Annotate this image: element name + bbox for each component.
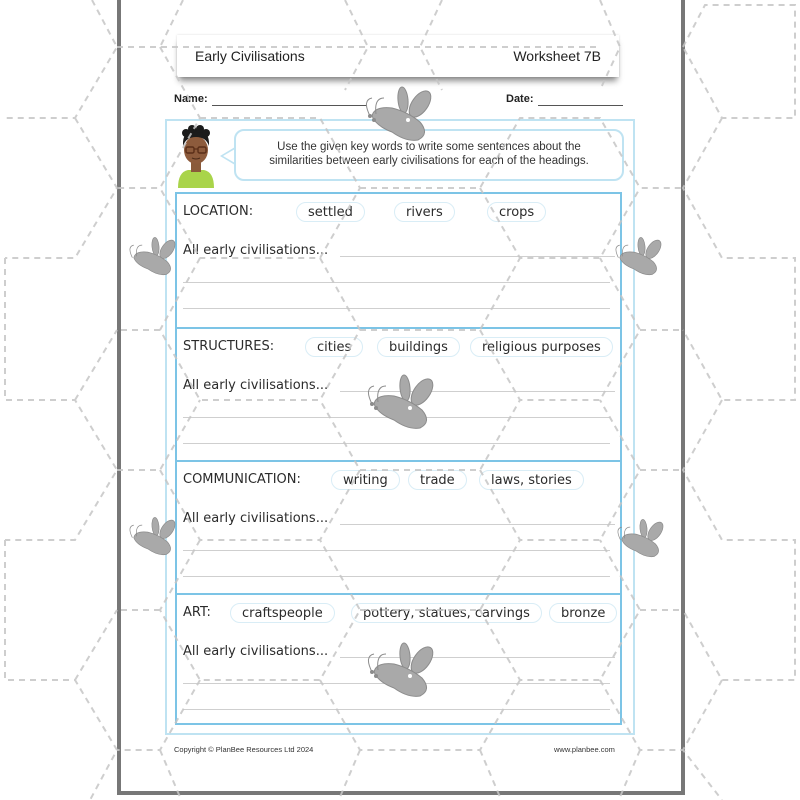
writing-line[interactable] [340, 256, 615, 257]
keyword-chip: laws, stories [479, 470, 584, 490]
bee-icon [124, 236, 180, 278]
writing-line[interactable] [183, 308, 610, 309]
student-avatar-icon [176, 124, 216, 188]
keyword-chip: craftspeople [230, 603, 335, 623]
speech-bubble-tail [220, 147, 235, 165]
section-heading: LOCATION: [183, 204, 254, 219]
keyword-chip: bronze [549, 603, 617, 623]
name-label: Name: [174, 93, 208, 105]
writing-line[interactable] [183, 443, 610, 444]
keyword-chip: buildings [377, 337, 460, 357]
section-communication [177, 460, 620, 593]
instruction-line-2: similarities between early civilisations for each of the headings. [269, 155, 589, 167]
bee-icon [612, 518, 668, 560]
date-label: Date: [506, 93, 534, 105]
writing-line[interactable] [183, 576, 610, 577]
keyword-chip: settled [296, 202, 365, 222]
bee-icon [124, 516, 180, 558]
section-location [177, 194, 620, 327]
writing-line[interactable] [183, 709, 610, 710]
sentence-prompt: All early civilisations... [183, 243, 329, 258]
bee-icon [358, 86, 438, 144]
instruction-line-1: Use the given key words to write some sentences about the [277, 141, 581, 153]
keyword-chip: rivers [394, 202, 455, 222]
copyright-text: Copyright © PlanBee Resources Ltd 2024 [174, 745, 314, 754]
worksheet-number: Worksheet 7B [513, 48, 601, 64]
sentence-prompt: All early civilisations... [183, 644, 329, 659]
keyword-chip: trade [408, 470, 467, 490]
keyword-chip: writing [331, 470, 400, 490]
writing-line[interactable] [183, 282, 610, 283]
worksheet-title: Early Civilisations [195, 48, 305, 64]
section-heading: STRUCTURES: [183, 339, 275, 354]
keyword-chip: pottery, statues, carvings [351, 603, 542, 623]
section-heading: COMMUNICATION: [183, 472, 301, 487]
bee-icon [610, 236, 666, 278]
sentence-prompt: All early civilisations... [183, 378, 329, 393]
keyword-chip: cities [305, 337, 363, 357]
sentence-prompt: All early civilisations... [183, 511, 329, 526]
bee-icon [360, 640, 440, 702]
writing-line[interactable] [183, 550, 610, 551]
section-heading: ART: [183, 605, 211, 620]
website-link[interactable]: www.planbee.com [554, 745, 615, 754]
bee-icon [360, 372, 440, 434]
keyword-chip: religious purposes [470, 337, 613, 357]
writing-line[interactable] [340, 524, 615, 525]
date-field[interactable] [538, 105, 623, 106]
title-card [177, 35, 619, 77]
name-field[interactable] [212, 105, 367, 106]
keyword-chip: crops [487, 202, 546, 222]
